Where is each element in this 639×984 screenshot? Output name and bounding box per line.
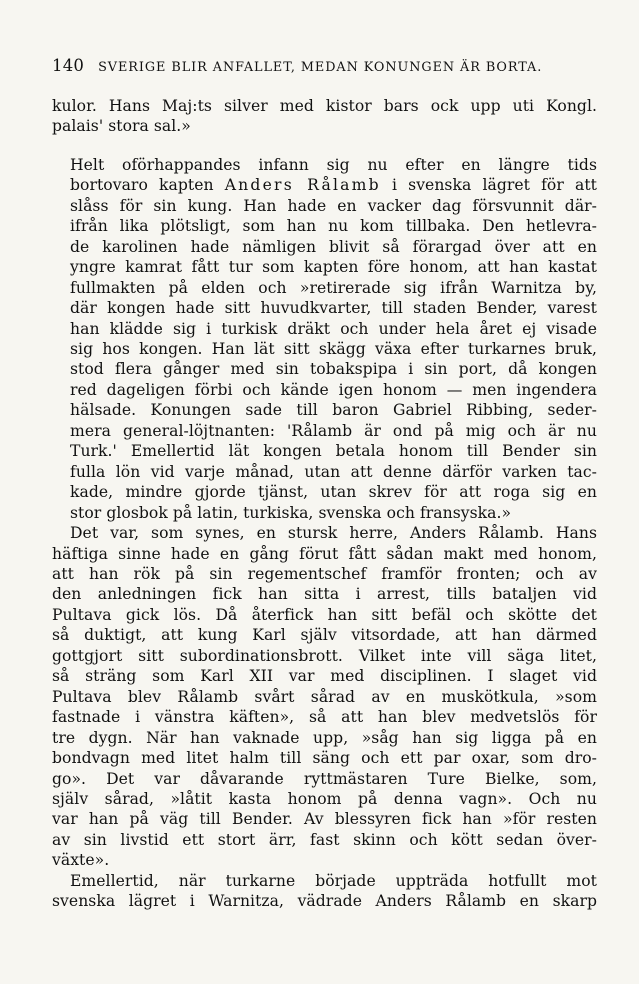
text-line: go». Det var dåvarande ryttmästaren Ture Bielke, som, xyxy=(52,769,597,788)
running-title: SVERIGE BLIR ANFALLET, MEDAN KONUNGEN ÄR BORTA. xyxy=(98,60,543,75)
text-line: där kongen hade sitt huvudkvarter, till staden Bender, varest xyxy=(70,299,597,318)
text-line: Helt oförhappandes infann sig nu efter en längre tids xyxy=(70,155,597,174)
text-line: Emellertid, när turkarne började uppträda hotfullt mot xyxy=(70,871,597,890)
text-line: stor glosbok på latin, turkiska, svenska och fransyska.» xyxy=(70,503,512,522)
text-line: Turk.' Emellertid lät kongen betala honom till Bender sin xyxy=(70,442,597,461)
paragraph-2 xyxy=(52,155,597,523)
text-line: mera general-löjtnanten: 'Rålamb är ond på mig och är nu xyxy=(70,421,597,440)
text-line: ifrån lika plötsligt, som han nu kom tillbaka. Den hetlevra- xyxy=(70,217,597,236)
text-line: gottgjort sitt subordinationsbrott. Vilket inte vill säga litet, xyxy=(52,646,597,665)
text-line: var han på väg till Bender. Av blessyren fick han »för resten xyxy=(52,810,597,829)
text-line: svenska lägret i Warnitza, vädrade Anders Rålamb en skarp xyxy=(52,892,597,911)
text-line: fulla lön vid varje månad, utan att denne därför varken tac- xyxy=(70,462,597,481)
text-line: Det var, som synes, en stursk herre, Anders Rålamb. Hans xyxy=(70,524,597,543)
text-line: bortovaro kapten Anders Rålamb i svenska lägret för att xyxy=(70,176,597,195)
text-line: fastnade i vänstra käften», så att han blev medvetslös för xyxy=(52,708,597,727)
text-line: stod flera gånger med sin tobakspipa i sin port, då kongen xyxy=(70,360,597,379)
paragraph-3 xyxy=(52,523,597,871)
text-line: bondvagn med litet halm till säng och ett par oxar, som dro- xyxy=(52,749,597,768)
text-line: yngre kamrat fått tur som kapten före honom, att han kastat xyxy=(70,258,597,277)
text-line: den anledningen fick han sitta i arrest, tills bataljen vid xyxy=(52,585,597,604)
text-line: kade, mindre gjorde tjänst, utan skrev för att roga sig en xyxy=(70,483,597,502)
text-line: Pultava blev Rålamb svårt sårad av en muskötkula, »som xyxy=(52,687,597,706)
emphasized-name: Anders Rålamb xyxy=(224,176,381,195)
text-line: tre dygn. När han vaknade upp, »såg han sig ligga på en xyxy=(52,728,597,747)
text-line: sig hos kongen. Han lät sitt skägg växa efter turkarnes bruk, xyxy=(70,339,597,358)
text-line: fullmakten på elden och »retirerade sig ifrån Warnitza by, xyxy=(70,278,597,297)
text-line: kulor. Hans Maj:ts silver med kistor bars ock upp uti Kongl. xyxy=(52,97,597,115)
text-line: så duktigt, att kung Karl själv vitsordade, att han därmed xyxy=(52,626,597,645)
text-line: red dageligen förbi och kände igen honom — men ingendera xyxy=(70,380,597,399)
book-page xyxy=(52,56,597,912)
text-line: så sträng som Karl XII var med disciplinen. I slaget vid xyxy=(52,667,597,686)
text-line: häftiga sinne hade en gång förut fått sådan makt med honom, xyxy=(52,544,597,563)
paragraph-4 xyxy=(52,871,597,912)
running-head xyxy=(52,56,597,86)
text-line: av sin livstid ett stort ärr, fast skinn och kött sedan över- xyxy=(52,830,597,849)
text-line: att han rök på sin regementschef framför fronten; och av xyxy=(52,564,597,583)
text-line: själv sårad, »låtit kasta honom på denna vagn». Och nu xyxy=(52,789,597,808)
body-text xyxy=(52,96,597,912)
text-line: Pultava gick lös. Då återfick han sitt befäl och skötte det xyxy=(52,605,597,624)
text-line: slåss för sin kung. Han hade en vacker dag försvunnit där- xyxy=(70,196,597,215)
text-line: de karolinen hade nämligen blivit så förargad över att en xyxy=(70,237,597,256)
page-number: 140 xyxy=(52,56,85,75)
text-line: han klädde sig i turkisk dräkt och under hela året ej visade xyxy=(70,319,597,338)
paragraph-1 xyxy=(52,96,597,137)
text-line: hälsade. Konungen sade till baron Gabriel Ribbing, seder- xyxy=(70,401,597,420)
text-line: växte». xyxy=(52,851,110,870)
text-line: palais' stora sal.» xyxy=(52,117,191,136)
